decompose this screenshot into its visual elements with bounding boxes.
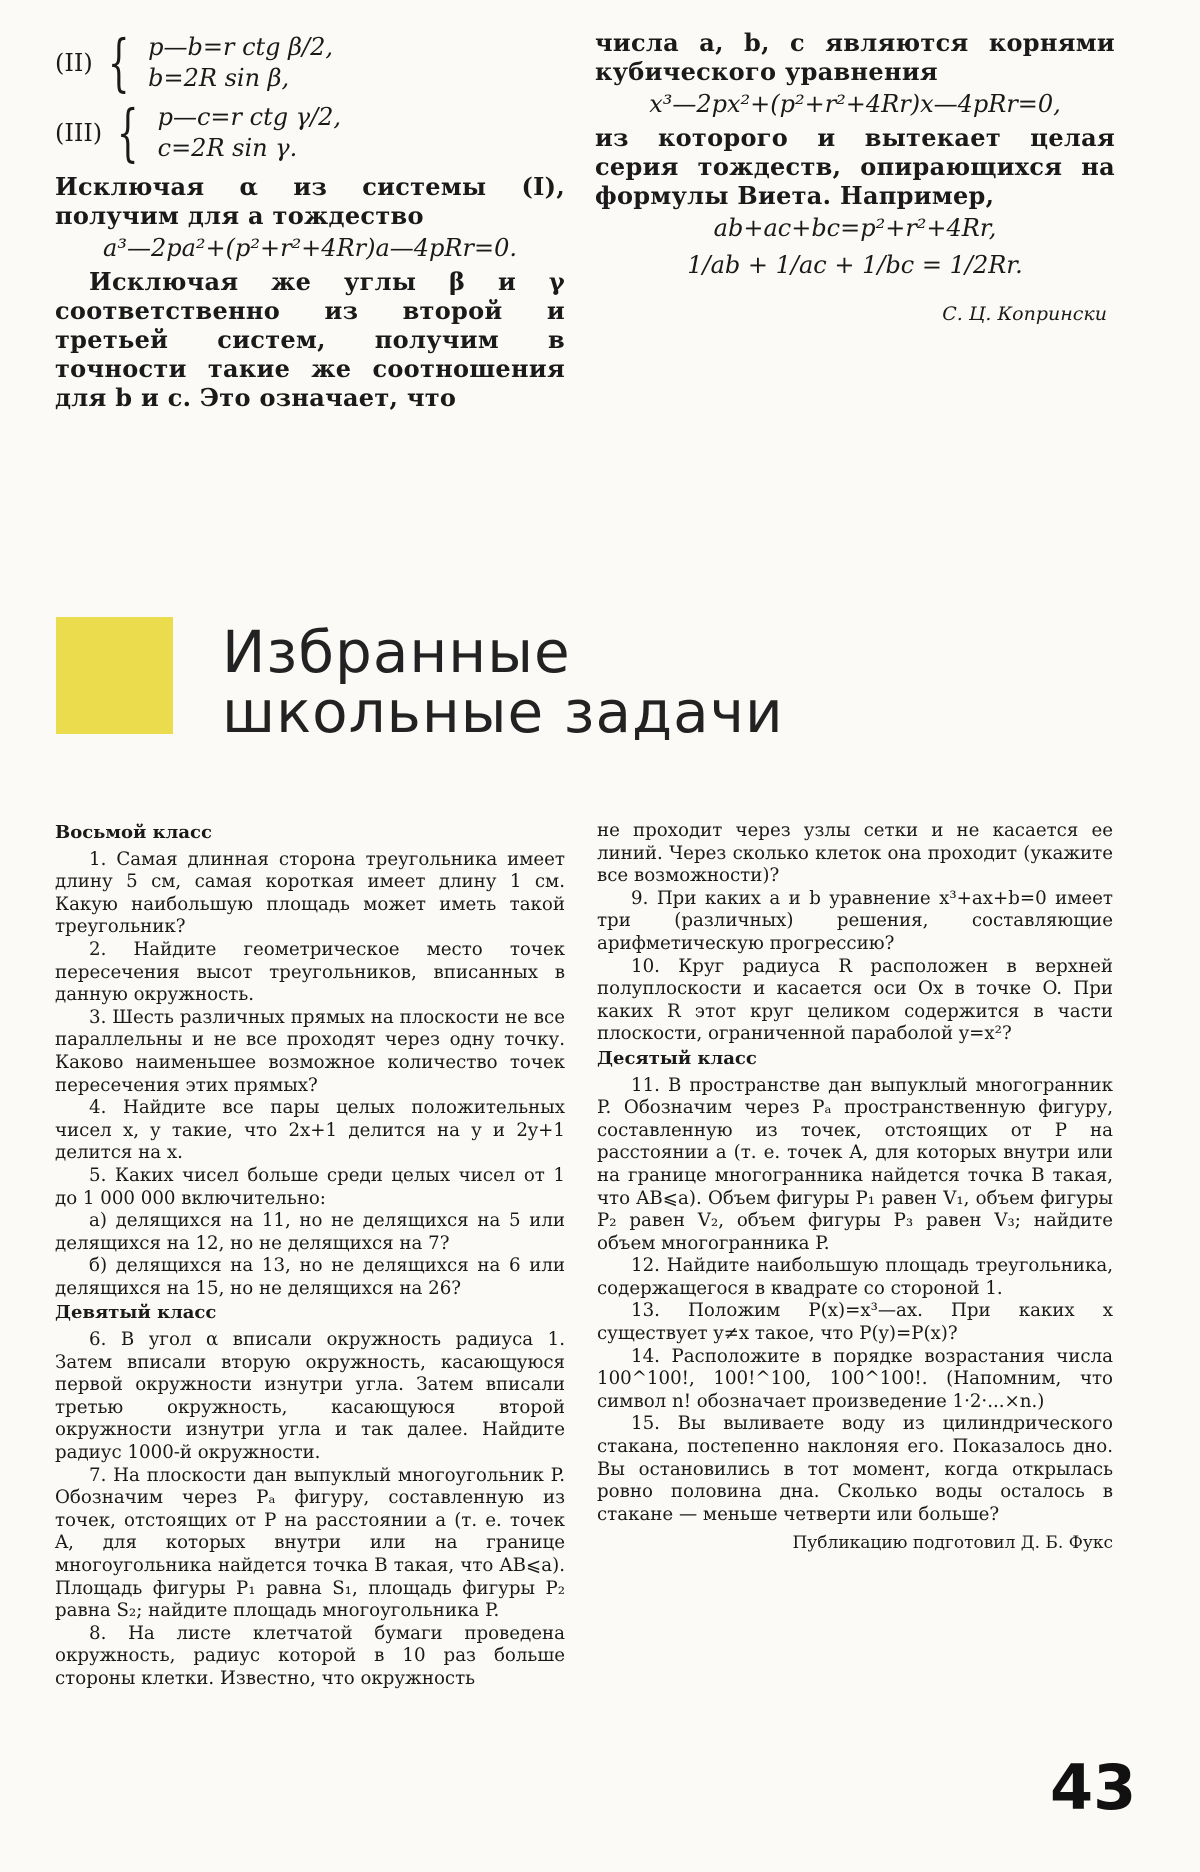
section-title: [222, 618, 784, 746]
publication-credit: Публикацию подготовил Д. Б. Фукс: [792, 1533, 1113, 1554]
problems-left-column: [55, 820, 565, 1691]
problem-14: 14. Расположите в порядке возрастания числа 100^100!, 100!^100, 100^100!. (Напомним, что символ n! обозначает произведение 1·2·...×n.): [597, 1345, 1113, 1412]
system-iii: [55, 96, 565, 169]
section-title-line-1: Избранные: [222, 618, 571, 686]
problem-5: 5. Каких чисел больше среди целых чисел от 1 до 1 000 000 включительно:: [55, 1164, 565, 1209]
problem-7: 7. На плоскости дан выпуклый многоугольник P. Обозначим через Pₐ фигуру, составленную из точек, отстоящих от P на расстоянии a (т. е. точек A, для которых внутри или на границе многоугольника найдется точка B такая, что AB⩽a). Площадь фигуры P₁ равна S₁, площадь фигуры P₂ равна S₂; найдите площадь многоугольника P.: [55, 1464, 565, 1622]
section-header-grade-8: Восьмой класс: [55, 822, 212, 843]
problem-8: 8. На листе клетчатой бумаги проведена окружность, радиус которой в 10 раз больше стороны клетки. Известно, что окружность: [55, 1622, 565, 1689]
system-iii-line-1: p—c=r ctg γ/2,: [157, 103, 342, 131]
problem-13: 13. Положим P(x)=x³—ax. При каких x существует y≠x такое, что P(y)=P(x)?: [597, 1300, 1113, 1345]
problem-9: 9. При каких a и b уравнение x³+ax+b=0 имеет три (различных) решения, составляющие арифметическую прогрессию?: [597, 887, 1113, 954]
problem-12: 12. Найдите наибольшую площадь треугольника, содержащегося в квадрате со стороной 1.: [597, 1255, 1113, 1299]
formula-cubic-x: x³—2px²+(p²+r²+4Rr)x—4pRr=0,: [649, 90, 1061, 118]
paragraph: числа a, b, c являются корнями кубического уравнения: [595, 28, 1115, 86]
problem-11: 11. В пространстве дан выпуклый многогранник P. Обозначим через Pₐ пространственную фигуру, составленную из точек, отстоящих от P на расстоянии a (т. е. точек A, для которых внутри или на границе многогранника найдется точка B такая, что AB⩽a). Объем фигуры P₁ равен V₁, объем фигуры P₂ равен V₂, объем фигуры P₃ равен V₃; найдите объем многогранника P.: [597, 1074, 1113, 1254]
system-ii-line-1: p—b=r ctg β/2,: [148, 33, 334, 61]
page-number: 43: [1050, 1751, 1137, 1824]
system-ii-label: (II): [55, 48, 93, 77]
system-ii: [55, 26, 565, 99]
top-left-column: [55, 28, 565, 412]
problem-4: 4. Найдите все пары целых положительных чисел x, y такие, что 2x+1 делится на y и 2y+1 делится на x.: [55, 1097, 565, 1164]
system-ii-line-2: b=2R sin β,: [148, 64, 290, 92]
problem-1: 1. Самая длинная сторона треугольника имеет длину 5 см, самая короткая имеет длину 1 см. Какую наибольшую площадь может иметь такой треугольник?: [55, 848, 565, 938]
paragraph: Исключая α из системы (I), получим для a тождество: [55, 172, 565, 230]
problems-right-column: [597, 820, 1113, 1555]
problem-6: 6. В угол α вписали окружность радиуса 1. Затем вписали вторую окружность, касающуюся первой окружности изнутри угла. Затем вписали третью окружность, касающуюся второй окружности изнутри угла и так далее. Найдите радиус 1000-й окружности.: [55, 1329, 565, 1464]
problem-5b: б) делящихся на 13, но не делящихся на 6 или делящихся на 15, но не делящихся на 26?: [55, 1255, 565, 1299]
author-signature: С. Ц. Копрински: [942, 303, 1107, 325]
problem-3: 3. Шесть различных прямых на плоскости не все параллельны и не все проходят через одну точку. Каково наименьшее возможное количество точек пересечения этих прямых?: [55, 1006, 565, 1096]
formula-vieta-sum: ab+ac+bc=p²+r²+4Rr,: [713, 214, 997, 242]
formula-reciprocals: 1/ab + 1/ac + 1/bc = 1/2Rr.: [687, 251, 1023, 279]
section-header-grade-9: Девятый класс: [55, 1302, 217, 1324]
problem-15: 15. Вы выливаете воду из цилиндрического стакана, постепенно наклоняя его. Показалось дно. Вы остановились в тот момент, когда открылась ровно половина дна. Сколько воды осталось в стакане — меньше четверти или больше?: [597, 1413, 1113, 1525]
system-iii-line-2: c=2R sin γ.: [157, 134, 298, 162]
paragraph: Исключая же углы β и γ соответственно из второй и третьей систем, получим в точности такие же соотношения для b и c. Это означает, что: [55, 267, 565, 412]
problem-8-continued: не проходит через узлы сетки и не касается ее линий. Через сколько клеток она проходит (укажите все возможности)?: [597, 820, 1113, 887]
problem-5a: а) делящихся на 11, но не делящихся на 5 или делящихся на 12, но не делящихся на 7?: [55, 1210, 565, 1254]
paragraph: из которого и вытекает целая серия тождеств, опирающихся на формулы Виета. Например,: [595, 123, 1115, 210]
brace-icon: {: [107, 26, 130, 99]
system-iii-label: (III): [55, 118, 103, 147]
problem-2: 2. Найдите геометрическое место точек пересечения высот треугольников, вписанных в данную окружность.: [55, 938, 565, 1006]
formula-cubic-a: a³—2pa²+(p²+r²+4Rr)a—4pRr=0.: [103, 234, 517, 262]
heading-accent-block: [56, 617, 173, 734]
top-right-column: [595, 28, 1115, 329]
section-title-line-2: школьные задачи: [222, 678, 784, 746]
section-header-grade-10: Десятый класс: [597, 1047, 757, 1069]
problem-10: 10. Круг радиуса R расположен в верхней полуплоскости и касается оси Ox в точке O. При каких R этот круг целиком содержится в части плоскости, ограниченной параболой y=x²?: [597, 955, 1113, 1045]
brace-icon: {: [117, 96, 139, 169]
